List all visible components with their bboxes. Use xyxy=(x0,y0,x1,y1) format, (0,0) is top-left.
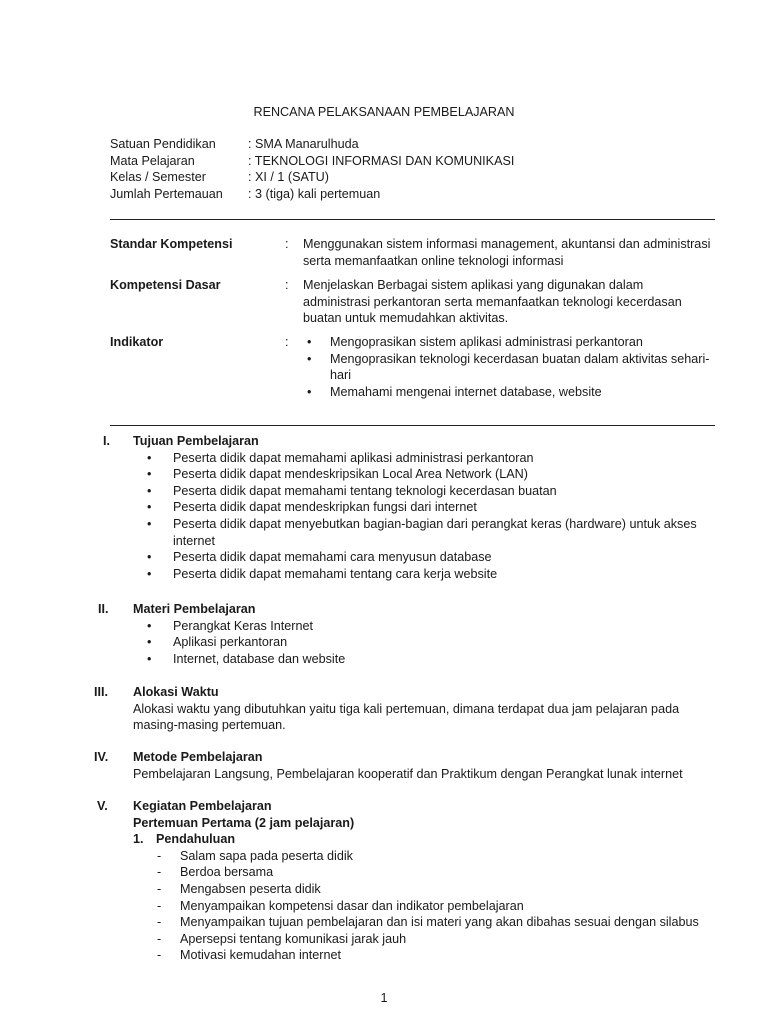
identity-label: Jumlah Pertemauan xyxy=(110,186,223,201)
section-title: Tujuan Pembelajaran xyxy=(133,434,259,448)
list-item-text: Mengabsen peserta didik xyxy=(180,881,321,896)
standar-kompetensi-label: Standar Kompetensi xyxy=(110,237,233,251)
pendahuluan-list xyxy=(157,848,717,964)
section-subtitle: Pertemuan Pertama (2 jam pelajaran) xyxy=(133,815,355,830)
list-item xyxy=(303,384,713,401)
list-item xyxy=(157,881,717,898)
bullet-icon: • xyxy=(147,635,152,650)
step-number: 1. xyxy=(133,832,144,847)
bullet-icon: • xyxy=(147,516,152,531)
list-item xyxy=(147,566,707,583)
bullet-icon: • xyxy=(307,351,312,366)
standar-kompetensi-colon: : xyxy=(285,237,289,251)
identity-label: Satuan Pendidikan xyxy=(110,137,216,151)
list-item xyxy=(147,516,707,549)
dash-icon: - xyxy=(157,948,162,963)
list-item xyxy=(157,848,717,865)
section-number: V. xyxy=(97,799,108,813)
list-item-text: Aplikasi perkantoran xyxy=(173,635,288,650)
divider-top xyxy=(110,219,715,220)
section-title: Metode Pembelajaran xyxy=(133,750,263,764)
list-item xyxy=(147,618,707,635)
identity-value: : TEKNOLOGI INFORMASI DAN KOMUNIKASI xyxy=(248,153,515,168)
section-title: Kegiatan Pembelajaran xyxy=(133,799,272,813)
bullet-icon: • xyxy=(147,651,152,666)
identity-value: : XI / 1 (SATU) xyxy=(248,170,329,185)
list-item xyxy=(303,334,713,351)
list-item-text: Peserta didik dapat memahami aplikasi administrasi perkantoran xyxy=(173,450,534,465)
standar-kompetensi-text: Menggunakan sistem informasi management, akuntansi dan administrasi serta memanfaatkan online teknologi informasi xyxy=(303,237,711,268)
list-item-text: Berdoa bersama xyxy=(180,865,274,880)
section-number: III. xyxy=(94,685,108,699)
section-number: IV. xyxy=(94,750,109,764)
list-item-text: Peserta didik dapat mendeskripkan fungsi dari internet xyxy=(173,500,477,515)
section-number: II. xyxy=(98,602,109,616)
dash-icon: - xyxy=(157,848,162,863)
list-item xyxy=(157,914,717,931)
kompetensi-dasar-text: Menjelaskan Berbagai sistem aplikasi yang digunakan dalam administrasi perkantoran serta memanfaatkan teknologi kecerdasan buatan untuk memudahkan aktivitas. xyxy=(303,278,682,326)
list-item-text: Peserta didik dapat memahami tentang teknologi kecerdasan buatan xyxy=(173,483,557,498)
dash-icon: - xyxy=(157,898,162,913)
list-item xyxy=(147,466,707,483)
list-item-text: Peserta didik dapat menyebutkan bagian-bagian dari perangkat keras (hardware) untuk akses internet xyxy=(173,516,697,548)
list-item-text: Menyampaikan kompetensi dasar dan indikator pembelajaran xyxy=(180,898,524,913)
list-item xyxy=(157,931,717,948)
bullet-icon: • xyxy=(147,467,152,482)
list-item-text: Apersepsi tentang komunikasi jarak jauh xyxy=(180,931,407,946)
kompetensi-dasar-colon: : xyxy=(285,278,289,292)
bullet-icon: • xyxy=(307,384,312,399)
page-number: 1 xyxy=(380,991,388,1005)
identity-value: : SMA Manarulhuda xyxy=(248,137,359,151)
bullet-icon: • xyxy=(147,500,152,515)
bullet-icon: • xyxy=(147,550,152,565)
list-item-text: Peserta didik dapat memahami tentang cara kerja website xyxy=(173,566,498,581)
section-title: Materi Pembelajaran xyxy=(133,602,256,616)
indikator-list xyxy=(303,334,713,400)
bullet-icon: • xyxy=(147,618,152,633)
document-title: RENCANA PELAKSANAAN PEMBELAJARAN xyxy=(253,105,515,119)
divider-bottom xyxy=(110,425,715,426)
list-item xyxy=(303,351,713,384)
bullet-icon: • xyxy=(147,450,152,465)
tujuan-list xyxy=(147,450,707,583)
section-text: Alokasi waktu yang dibutuhkan yaitu tiga kali pertemuan, dimana terdapat dua jam pelajaran pada masing-masing pertemuan. xyxy=(133,701,680,733)
list-item xyxy=(147,450,707,467)
bullet-icon: • xyxy=(147,483,152,498)
list-item xyxy=(147,499,707,516)
list-item xyxy=(147,483,707,500)
list-item-text: Menyampaikan tujuan pembelajaran dan isi materi yang akan dibahas sesuai dengan silabus xyxy=(180,915,699,930)
dash-icon: - xyxy=(157,931,162,946)
indikator-label: Indikator xyxy=(110,335,164,349)
identity-label: Kelas / Semester xyxy=(110,170,206,185)
list-item-text: Motivasi kemudahan internet xyxy=(180,948,342,963)
materi-list xyxy=(147,618,707,668)
indikator-item: Mengoprasikan teknologi kecerdasan buatan dalam aktivitas sehari-hari xyxy=(330,351,710,383)
indikator-colon: : xyxy=(285,335,289,349)
bullet-icon: • xyxy=(147,566,152,581)
section-number: I. xyxy=(103,434,110,448)
identity-label: Mata Pelajaran xyxy=(110,153,195,168)
list-item xyxy=(147,651,707,668)
list-item-text: Peserta didik dapat memahami cara menyusun database xyxy=(173,550,492,565)
dash-icon: - xyxy=(157,865,162,880)
list-item-text: Peserta didik dapat mendeskripsikan Local Area Network (LAN) xyxy=(173,467,528,482)
step-title: Pendahuluan xyxy=(156,832,236,847)
dash-icon: - xyxy=(157,915,162,930)
list-item-text: Salam sapa pada peserta didik xyxy=(180,848,353,863)
dash-icon: - xyxy=(157,881,162,896)
list-item xyxy=(157,947,717,964)
indikator-item: Memahami mengenai internet database, website xyxy=(330,384,602,399)
list-item-text: Internet, database dan website xyxy=(173,651,346,666)
section-text: Pembelajaran Langsung, Pembelajaran kooperatif dan Praktikum dengan Perangkat lunak internet xyxy=(133,766,683,781)
list-item-text: Perangkat Keras Internet xyxy=(173,618,314,633)
list-item xyxy=(147,634,707,651)
identity-value: : 3 (tiga) kali pertemuan xyxy=(248,186,381,201)
list-item xyxy=(157,898,717,915)
list-item xyxy=(147,549,707,566)
section-title: Alokasi Waktu xyxy=(133,685,219,699)
kompetensi-dasar-label: Kompetensi Dasar xyxy=(110,278,221,292)
bullet-icon: • xyxy=(307,335,312,349)
indikator-item: Mengoprasikan sistem aplikasi administrasi perkantoran xyxy=(330,335,643,349)
list-item xyxy=(157,864,717,881)
